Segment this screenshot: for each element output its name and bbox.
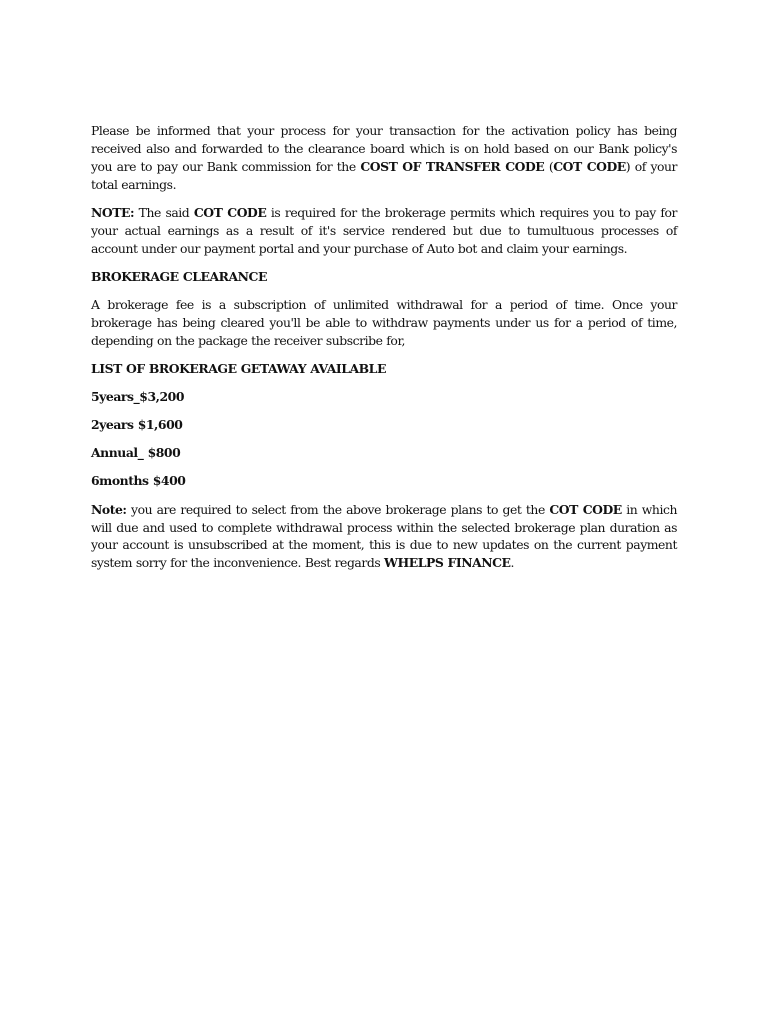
document-body <box>91 122 677 582</box>
cost-of-transfer-code-term: COST OF TRANSFER CODE <box>360 158 545 174</box>
company-name: WHELPS FINANCE <box>384 555 511 571</box>
plan-item: 2years $1,600 <box>91 417 183 433</box>
intro-text: ( <box>544 158 554 174</box>
note-label: NOTE: <box>91 204 135 220</box>
intro-text: ) of your total earnings. <box>91 158 678 192</box>
cot-code-term: COT CODE <box>553 158 626 174</box>
brokerage-clearance-heading: BROKERAGE CLEARANCE <box>91 268 267 284</box>
plan-item: 5years_$3,200 <box>91 388 185 404</box>
closing-note-paragraph <box>91 501 677 573</box>
plan-item: Annual_ $800 <box>91 445 181 461</box>
cot-code-term: COT CODE <box>193 204 267 220</box>
note-text: in which will due and used to complete withdrawal process within the selected brokerage plan duration as your account is unsubscribed at the moment, this is due to new updates on the current payment system sorry for the inconvenience. Best regards <box>91 501 677 571</box>
note-paragraph <box>91 204 677 258</box>
note-text: you are required to select from the above brokerage plans to get the <box>126 501 550 517</box>
note-text: . <box>510 555 515 571</box>
note-text: The said <box>134 204 194 220</box>
intro-paragraph <box>91 122 677 194</box>
note-text: is required for the brokerage permits which requires you to pay for your actual earnings as a result of it's service rendered but due to tumultuous processes of account under our payment portal and your purchase of Auto bot and claim your earnings. <box>91 204 678 256</box>
brokerage-list-heading: LIST OF BROKERAGE GETAWAY AVAILABLE <box>91 360 386 376</box>
intro-text: Please be informed that your process for your transaction for the activation policy has being received also and forwarded to the clearance board which is on hold based on our Bank policy's you are to pay our Bank commission for the <box>91 123 677 174</box>
note-label: Note: <box>91 501 127 517</box>
cot-code-term: COT CODE <box>549 501 622 517</box>
brokerage-paragraph: A brokerage fee is a subscription of unlimited withdrawal for a period of time. Once your brokerage has being cleared you'll be able to withdraw payments under us for a period of time, depending on the package the receiver subscribe for, <box>91 296 677 348</box>
plan-item: 6months $400 <box>91 473 186 489</box>
